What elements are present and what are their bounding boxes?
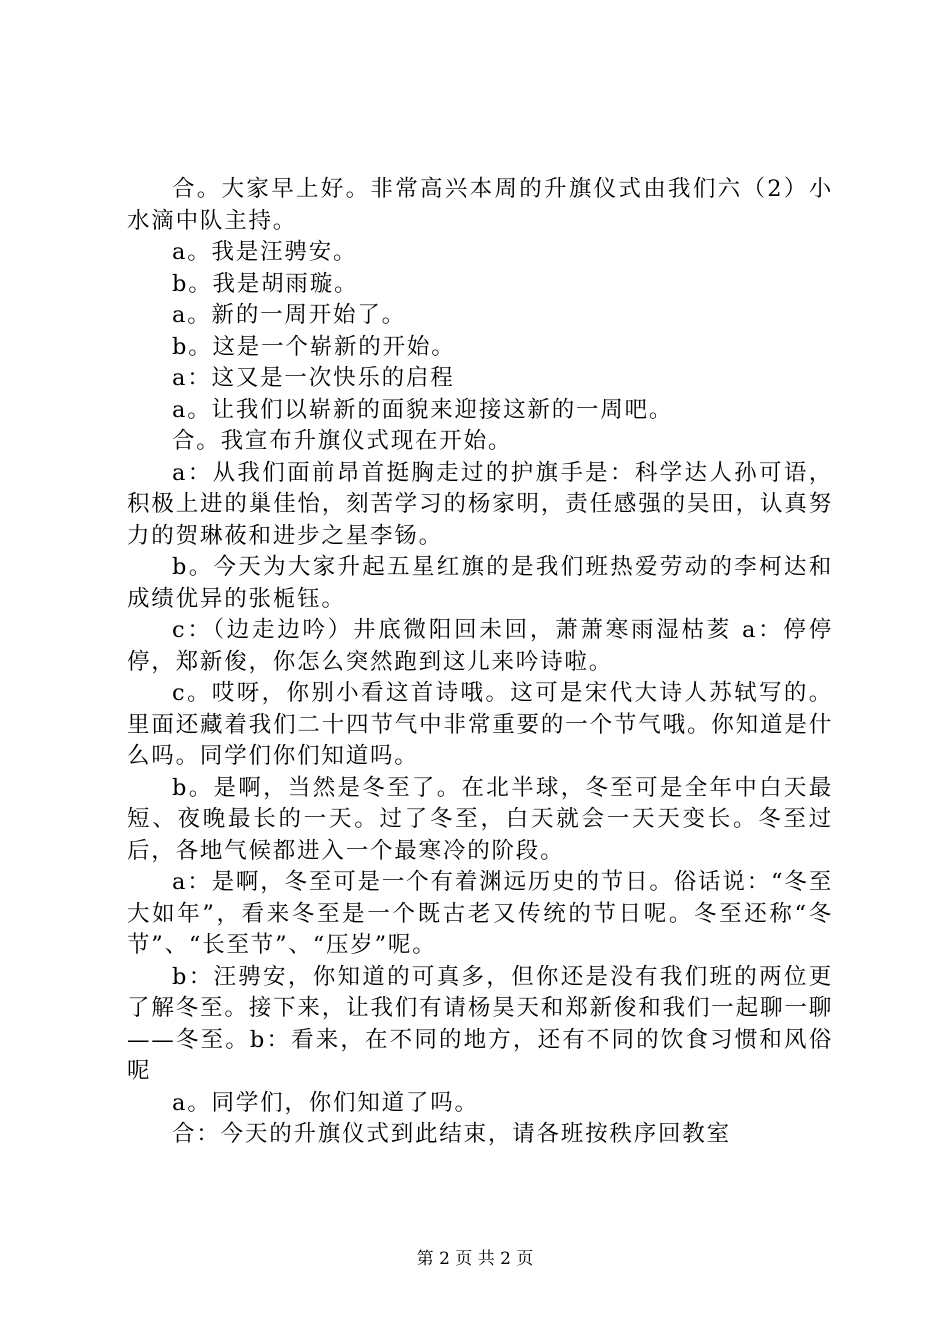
paragraph: b。这是一个崭新的开始。 bbox=[172, 333, 456, 360]
paragraph: a。让我们以崭新的面貌来迎接这新的一周吧。 bbox=[172, 396, 674, 423]
paragraph: c：（边走边吟）井底微阳回未回，萧萧寒雨湿枯荄 a：停停停，郑新俊，你怎么突然跑到这儿来吟诗啦。 bbox=[127, 617, 833, 675]
paragraph: a：从我们面前昂首挺胸走过的护旗手是：科学达人孙可语，积极上进的巢佳怡，刻苦学习的杨家明，责任感强的吴田，认真努力的贺琳莜和进步之星李钖。 bbox=[127, 459, 833, 549]
paragraph: a。同学们，你们知道了吗。 bbox=[172, 1089, 479, 1116]
document-body bbox=[127, 174, 833, 1151]
paragraph: a：是啊，冬至可是一个有着渊远历史的节日。俗话说：“冬至大如年”，看来冬至是一个既古老又传统的节日呢。冬至还称“冬节”、“长至节”、“压岁”呢。 bbox=[127, 869, 833, 958]
paragraph: b。我是胡雨璇。 bbox=[172, 270, 359, 297]
paragraph: b：汪骋安，你知道的可真多，但你还是没有我们班的两位更了解冬至。接下来，让我们有请杨昊天和郑新俊和我们一起聊一聊——冬至。b：看来，在不同的地方，还有不同的饮食习惯和风俗呢 bbox=[127, 963, 833, 1084]
paragraph: 合：今天的升旗仪式到此结束，请各班按秩序回教室 bbox=[172, 1121, 731, 1147]
paragraph: b。是啊，当然是冬至了。在北半球，冬至可是全年中白天最短、夜晚最长的一天。过了冬至，白天就会一天天变长。冬至过后，各地气候都进入一个最寒冷的阶段。 bbox=[127, 774, 833, 864]
paragraph: 合。我宣布升旗仪式现在开始。 bbox=[172, 428, 513, 454]
paragraph: b。今天为大家升起五星红旗的是我们班热爱劳动的李柯达和成绩优异的张栀钰。 bbox=[127, 554, 833, 612]
paragraph: a。我是汪骋安。 bbox=[172, 239, 358, 265]
paragraph: c。哎呀，你别小看这首诗哦。这可是宋代大诗人苏轼写的。里面还藏着我们二十四节气中非常重要的一个节气哦。你知道是什么吗。同学们你们知道吗。 bbox=[127, 680, 833, 769]
page-footer: 第 2 页 共 2 页 bbox=[416, 1249, 534, 1269]
paragraph: a。新的一周开始了。 bbox=[172, 302, 406, 328]
paragraph: a：这又是一次快乐的启程 bbox=[172, 365, 455, 391]
paragraph: 合。大家早上好。非常高兴本周的升旗仪式由我们六（2）小水滴中队主持。 bbox=[127, 176, 833, 234]
